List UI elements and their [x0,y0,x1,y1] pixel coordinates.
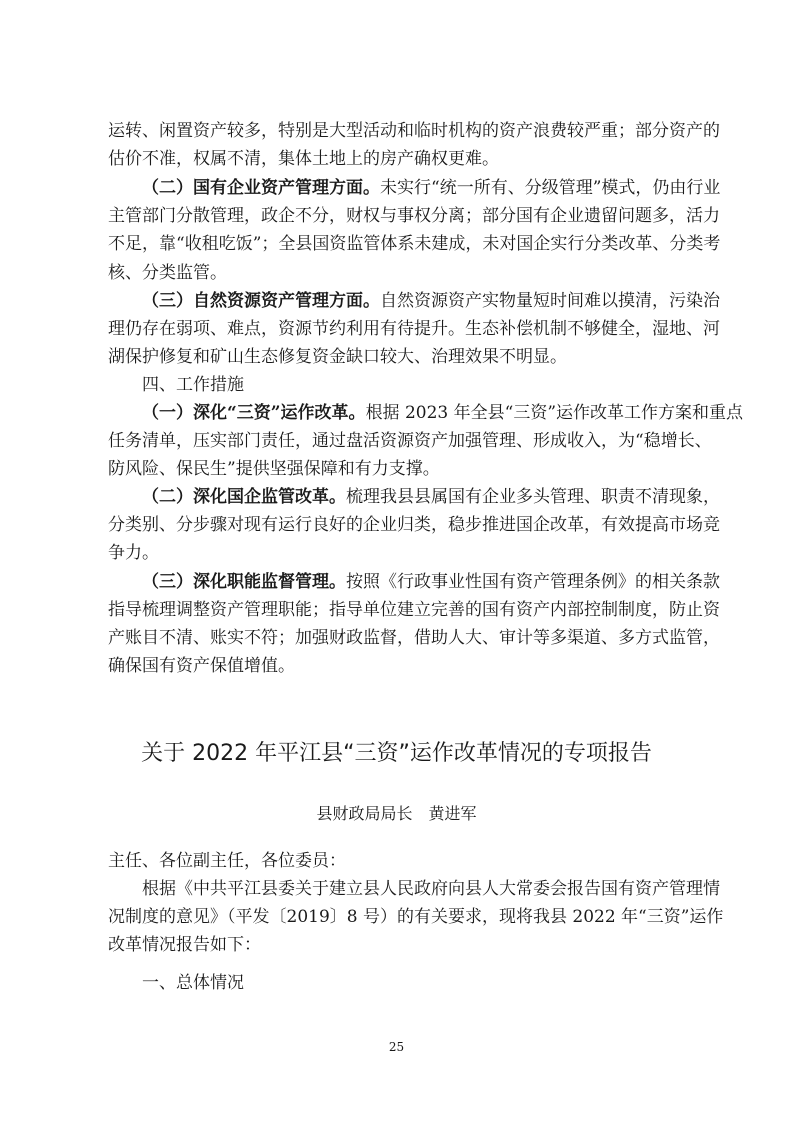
paragraph-line: 湖保护修复和矿山生态修复资金缺口较大、治理效果不明显。 [108,347,567,367]
section-heading: 四、工作措施 [142,375,244,395]
paragraph-line: 分类别、分步骤对现有运行良好的企业归类，稳步推进国企改革，有效提高市场竞 [108,515,720,535]
paragraph-line: 任务清单，压实部门责任，通过盘活资源资产加强管理、形成收入，为“稳增长、 [108,431,712,451]
paragraph-line: （二）国有企业资产管理方面。未实行“统一所有、分级管理”模式，仍由行业 [142,178,721,198]
paragraph-line: 指导梳理调整资产管理职能；指导单位建立完善的国有资产内部控制制度，防止资 [108,600,720,620]
paragraph-line: 不足，靠“收租吃饭”；全县国资监管体系未建成，未对国企实行分类改革、分类考 [108,234,721,254]
paragraph-line: 确保国有资产保值增值。 [108,656,295,676]
paragraph-line: （二）深化国企监管改革。梳理我县县属国有企业多头管理、职责不清现象， [142,487,720,507]
paragraph-line: 运转、闲置资产较多，特别是大型活动和临时机构的资产浪费较严重；部分资产的 [108,121,720,141]
salutation: 主任、各位副主任，各位委员： [108,851,346,871]
section-heading: 一、总体情况 [142,973,244,993]
subheading: （二）深化国企监管改革。 [142,487,346,507]
page-number: 25 [388,1040,405,1054]
report-title: 关于 2022 年平江县“三资”运作改革情况的专项报告 [141,741,652,766]
paragraph-line: 争力。 [108,543,159,563]
paragraph-line: 根据《中共平江县委关于建立县人民政府向县人大常委会报告国有资产管理情 [142,879,720,899]
subheading: （二）国有企业资产管理方面。 [142,178,380,198]
subheading: （三）自然资源资产管理方面。 [142,291,380,311]
paragraph-line: （三）自然资源资产管理方面。自然资源资产实物量短时间难以摸清，污染治 [142,291,720,311]
paragraph-line: （三）深化职能监督管理。按照《行政事业性国有资产管理条例》的相关条款 [142,572,720,592]
subheading: （三）深化职能监督管理。 [142,572,346,592]
paragraph-line: 理仍存在弱项、难点，资源节约利用有待提升。生态补偿机制不够健全，湿地、河 [108,319,720,339]
paragraph-line: （一）深化“三资”运作改革。根据 2023 年全县“三资”运作改革工作方案和重点 [142,403,744,423]
subheading: （一）深化“三资”运作改革。 [142,403,366,423]
paragraph-line: 估价不准，权属不清，集体土地上的房产确权更难。 [108,149,499,169]
paragraph-line: 核、分类监管。 [108,263,227,283]
paragraph-line: 防风险、保民生”提供坚强保障和有力支撑。 [108,459,440,479]
paragraph-line: 况制度的意见》（平发〔2019〕8 号）的有关要求，现将我县 2022 年“三资”运作 [108,907,724,927]
paragraph-line: 产账目不清、账实不符；加强财政监督，借助人大、审计等多渠道、多方式监管， [108,628,720,648]
paragraph-line: 改革情况报告如下： [108,935,261,955]
report-author: 县财政局局长 黄进军 [316,804,477,823]
paragraph-line: 主管部门分散管理，政企不分，财权与事权分离；部分国有企业遗留问题多，活力 [108,206,720,226]
